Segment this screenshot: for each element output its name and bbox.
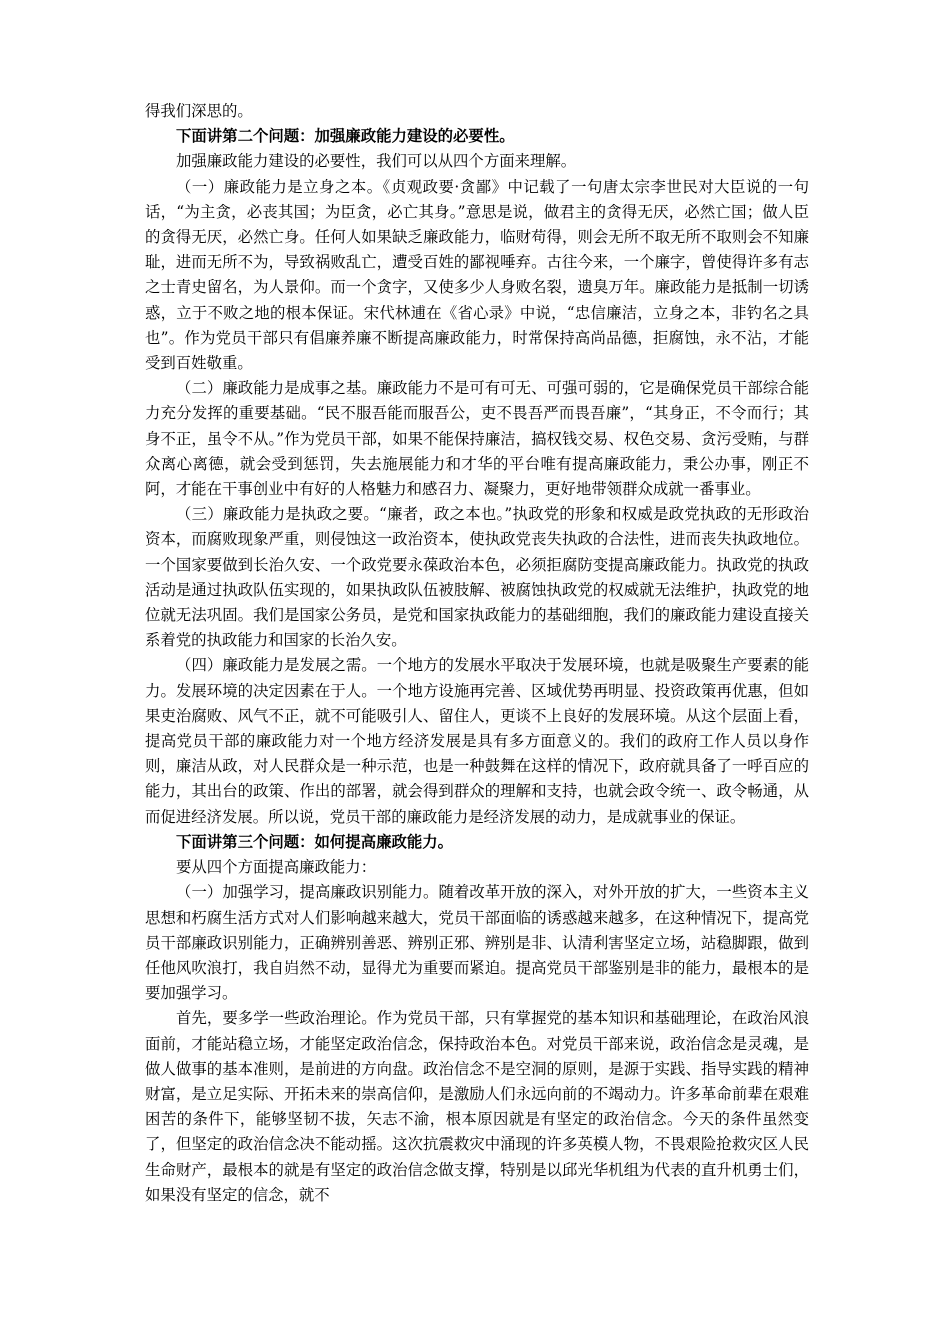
section-heading-second-question: 下面讲第二个问题：加强廉政能力建设的必要性。 bbox=[176, 127, 515, 146]
paragraph-point-one: （一）廉政能力是立身之本。《贞观政要·贪鄙》中记载了一句唐太宗李世民对大臣说的一句话，“为主贪，必丧其国；为臣贪，必亡其身。”意思是说，做君主的贪得无厌，必然亡国；做人臣的贪得无厌，必然亡身。任何人如果缺乏廉政能力，临财苟得，则会无所不取无所不取则会不知廉耻，进而无所不为，导致祸败乱亡，遭受百姓的鄙视唾弃。古往今来，一个廉字，曾使得许多有志之士青史留名，为人景仰。而一个贪字，又使多少人身败名裂，遗臭万年。廉政能力是抵制一切诱惑，立于不败之地的根本保证。宋代林逋在《省心录》中说，“忠信廉洁，立身之本，非钓名之具也”。作为党员干部只有倡廉养廉不断提高廉政能力，时常保持高尚品德，拒腐蚀，永不沾，才能受到百姓敬重。 bbox=[145, 177, 809, 373]
paragraph-point-two: （二）廉政能力是成事之基。廉政能力不是可有可无、可强可弱的，它是确保党员干部综合能力充分发挥的重要基础。“民不服吾能而服吾公，吏不畏吾严而畏吾廉”，“其身正，不令而行；其身不正，虽令不从。”作为党员干部，如果不能保持廉洁，搞权钱交易、权色交易、贪污受贿，与群众离心离德，就会受到惩罚，失去施展能力和才华的平台唯有提高廉政能力，秉公办事，刚正不阿，才能在干事创业中有好的人格魅力和感召力、凝聚力，更好地带领群众成就一番事业。 bbox=[145, 379, 809, 499]
paragraph-continuation: 得我们深思的。 bbox=[145, 102, 253, 120]
paragraph-measure-one: （一）加强学习，提高廉政识别能力。随着改革开放的深入，对外开放的扩大，一些资本主义思想和朽腐生活方式对人们影响越来越大，党员干部面临的诱惑越来越多，在这种情况下，提高党员干部廉政识别能力，正确辨别善恶、辨别正邪、辨别是非、认清利害坚定立场，站稳脚跟，做到任他风吹浪打，我自岿然不动，显得尤为重要而紧迫。提高党员干部鉴别是非的能力，最根本的是要加强学习。 bbox=[145, 883, 809, 1003]
paragraph-intro-necessity: 加强廉政能力建设的必要性，我们可以从四个方面来理解。 bbox=[176, 152, 577, 171]
paragraph-intro-how: 要从四个方面提高廉政能力： bbox=[176, 858, 377, 877]
paragraph-firstly: 首先，要多学一些政治理论。作为党员干部，只有掌握党的基本知识和基础理论，在政治风浪面前，才能站稳立场，才能坚定政治信念，保持政治本色。对党员干部来说，政治信念是灵魂，是做人做事的基本准则，是前进的方向盘。政治信念不是空洞的原则，是源于实践、指导实践的精神财富，是立足实际、开拓未来的崇高信仰，是激励人们永远向前的不竭动力。许多革命前辈在艰难困苦的条件下，能够坚韧不拔，矢志不渝，根本原因就是有坚定的政治信念。今天的条件虽然变了，但坚定的政治信念决不能动摇。这次抗震救灾中涌现的许多英模人物，不畏艰险抢救灾区人民生命财产，最根本的就是有坚定的政治信念做支撑，特别是以邱光华机组为代表的直升机勇士们，如果没有坚定的信念，就不 bbox=[145, 1009, 809, 1204]
paragraph-point-four: （四）廉政能力是发展之需。一个地方的发展水平取决于发展环境，也就是吸聚生产要素的能力。发展环境的决定因素在于人。一个地方设施再完善、区域优势再明显、投资政策再优惠，但如果吏治腐败、风气不正，就不可能吸引人、留住人，更谈不上良好的发展环境。从这个层面上看，提高党员干部的廉政能力对一个地方经济发展是具有多方面意义的。我们的政府工作人员以身作则，廉洁从政，对人民群众是一种示范，也是一种鼓舞在这样的情况下，政府就具备了一呼百应的能力，其出台的政策、作出的部署，就会得到群众的理解和支持，也就会政令统一、政令畅通，从而促进经济发展。所以说，党员干部的廉政能力是经济发展的动力，是成就事业的保证。 bbox=[145, 656, 809, 826]
paragraph-point-three: （三）廉政能力是执政之要。“廉者，政之本也。”执政党的形象和权威是政党执政的无形政治资本，而腐败现象严重，则侵蚀这一政治资本，使执政党丧失执政的合法性，进而丧失执政地位。一个国家要做到长治久安、一个政党要永葆政治本色，必须拒腐防变提高廉政能力。执政党的执政活动是通过执政队伍实现的，如果执政队伍被肢解、被腐蚀执政党的权威就无法维护，执政党的地位就无法巩固。我们是国家公务员，是党和国家执政能力的基础细胞，我们的廉政能力建设直接关系着党的执政能力和国家的长治久安。 bbox=[145, 505, 809, 650]
section-heading-third-question: 下面讲第三个问题：如何提高廉政能力。 bbox=[176, 832, 454, 851]
document-body bbox=[145, 99, 809, 1208]
